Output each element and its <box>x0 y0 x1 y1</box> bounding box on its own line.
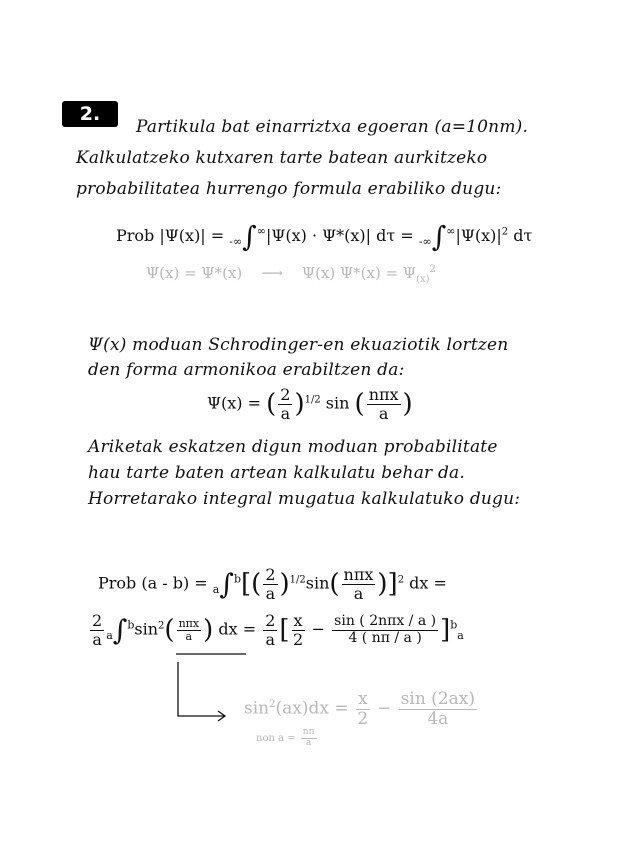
equation-probability-interval: Prob (a - b) = $_a$∫$^b$[( $\frac{2}{a}$ )$^{1/2}$sin( $\frac{\text{nπx}}{a}$ )]$^2$ dx = <box>98 565 447 603</box>
paragraph2-line1: Ψ(x) moduan Schrodinger-en ekuaziotik lortzen <box>88 335 509 355</box>
paragraph1-line2: Kalkulatzeko kutxaren tarte batean aurkitzeko <box>76 148 488 168</box>
paragraph2-line2: den forma armonikoa erabiltzen da: <box>88 360 405 380</box>
note-sin-squared-integral: $\sin^2(ax)dx$ = $\frac{x}{2}$ − $\frac{\sin (2ax)}{4a}$ <box>244 689 475 729</box>
paragraph1-line3: probabilitatea hurrengo formula erabiliko dugu: <box>76 179 502 199</box>
problem-number-badge: 2. <box>62 101 118 127</box>
note-conjugate: Ψ(x) = Ψ*(x) ⟶ Ψ(x) $\Psi*(x) = \Psi_{(x)}^2$ <box>146 264 436 285</box>
paragraph3-line2: hau tarte baten artean kalkulatu behar da. <box>88 463 465 483</box>
paragraph3-line1: Ariketak eskatzen digun moduan probabilitate <box>88 437 498 457</box>
equation-probability-general: Prob |Ψ(x)| = $_{-\infty}$∫∞|Ψ(x) · Ψ*(x)| $d\tau = _{-\infty}\int^\infty|\Psi(x)|^2$ dτ <box>116 220 533 253</box>
equation-integral-solution: $\frac{2}{a}$ $_a\int^b\sin^2$( $\frac{\text{nπx}}{a}$ ) dx = $\frac{2}{a}$ [ $\frac{x}{2}$ − $\frac{\text{sin ( 2nπx / a )}}{4 ( n\pi / a )}$ ]$^b_a$ <box>92 611 464 649</box>
paragraph3-line3: Horretarako integral mugatua kalkulatuko dugu: <box>88 489 521 509</box>
equation-wavefunction: Ψ(x) = ( $\frac{2}{a}$ )$^{1/2}$ sin ( $\frac{\text{nπx}}{a}$ ) <box>207 385 413 423</box>
note-substitution: non a = $\frac{n\pi}{a}$ <box>256 727 315 748</box>
paragraph1-line1: Partikula bat einarriztxa egoeran (a=10nm). <box>136 117 529 137</box>
